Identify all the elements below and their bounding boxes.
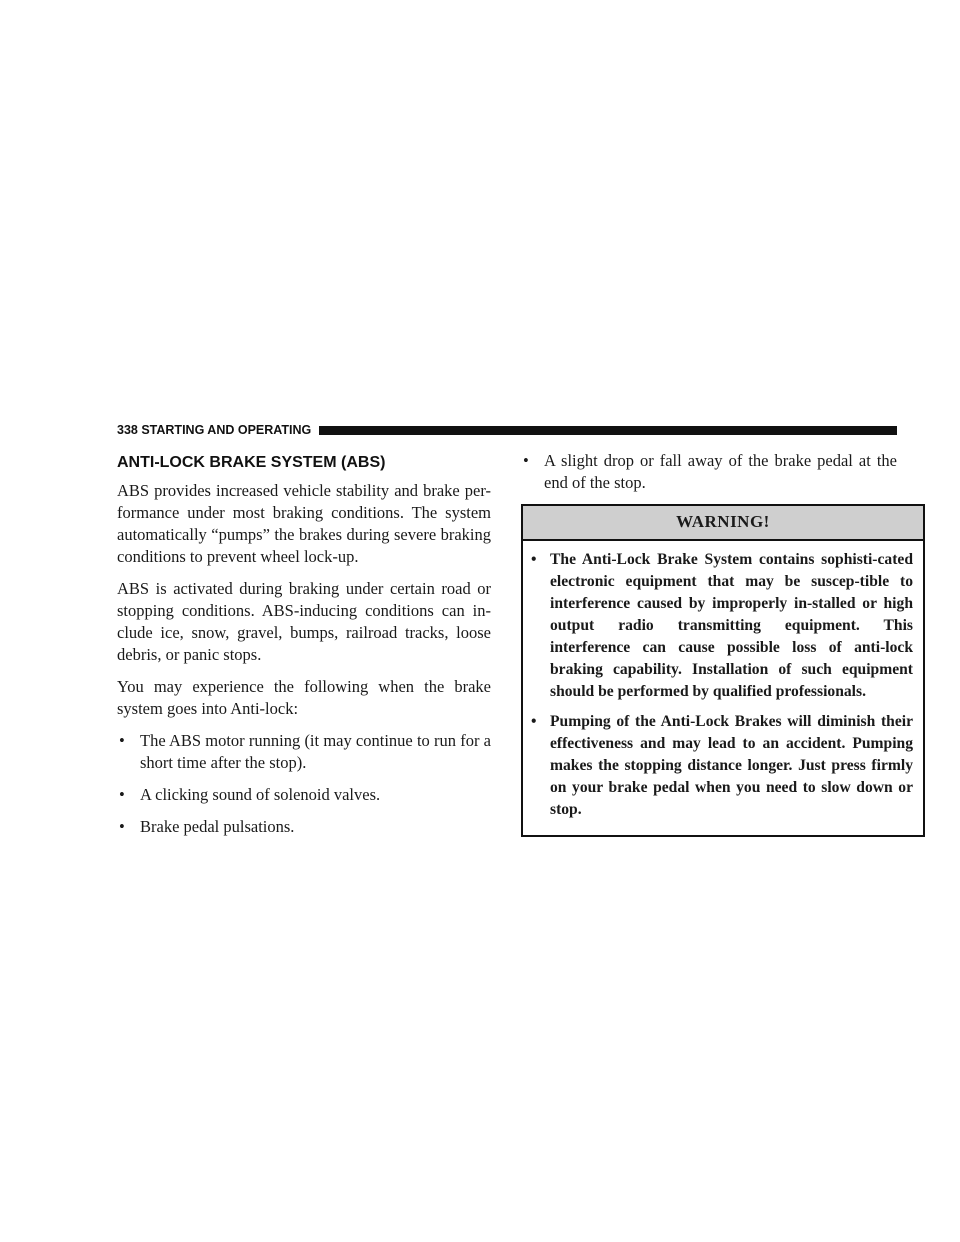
- warning-item: [529, 549, 913, 703]
- bullet-icon: •: [531, 551, 537, 568]
- bullet-icon: •: [523, 451, 529, 470]
- list-item-text: The ABS motor running (it may continue to run for a short time after the stop).: [140, 731, 491, 772]
- warning-box: [521, 504, 925, 837]
- left-column: [117, 450, 491, 848]
- warning-item-text: The Anti-Lock Brake System contains sophisti-cated electronic equipment that may be suscep-tible to interference caused by improperly in-stalled or high output radio transmitting equipment. This interference can cause possible loss of anti-lock braking capability. Installation of such equipment should be performed by qualified professionals.: [550, 551, 913, 700]
- warning-body: [523, 541, 923, 835]
- header-rule: [319, 426, 897, 435]
- warning-item-text: Pumping of the Anti-Lock Brakes will diminish their effectiveness and may lead to an accident. Pumping makes the stopping distance longer. Just press firmly on your brake pedal when you need to slow down or stop.: [550, 713, 913, 818]
- list-item-text: A slight drop or fall away of the brake pedal at the end of the stop.: [544, 451, 897, 492]
- page-number-section: 338 STARTING AND OPERATING: [117, 423, 312, 437]
- list-item-text: Brake pedal pulsations.: [140, 817, 295, 836]
- bullet-icon: •: [531, 713, 537, 730]
- list-item: [521, 450, 897, 494]
- list-item-text: A clicking sound of solenoid valves.: [140, 785, 381, 804]
- paragraph-3: You may experience the following when the brake system goes into Anti-lock:: [117, 677, 491, 718]
- paragraph-1: ABS provides increased vehicle stability and brake per-formance under most braking conditions. The system automatically “pumps” the brakes during severe braking conditions to prevent wheel lock-up.: [117, 481, 491, 566]
- bullet-icon: •: [119, 731, 125, 750]
- page-header: [117, 421, 897, 439]
- section-heading: ANTI-LOCK BRAKE SYSTEM (ABS): [117, 454, 386, 471]
- bullet-icon: •: [119, 817, 125, 836]
- warning-title: WARNING!: [523, 506, 923, 541]
- list-item: [117, 730, 491, 774]
- list-item: [117, 784, 491, 806]
- list-item: [117, 816, 491, 838]
- paragraph-2: ABS is activated during braking under certain road or stopping conditions. ABS-inducing conditions can in-clude ice, snow, gravel, bumps, railroad tracks, loose debris, or panic stops.: [117, 579, 491, 664]
- right-column: [521, 450, 913, 837]
- bullet-icon: •: [119, 785, 125, 804]
- warning-item: [529, 711, 913, 821]
